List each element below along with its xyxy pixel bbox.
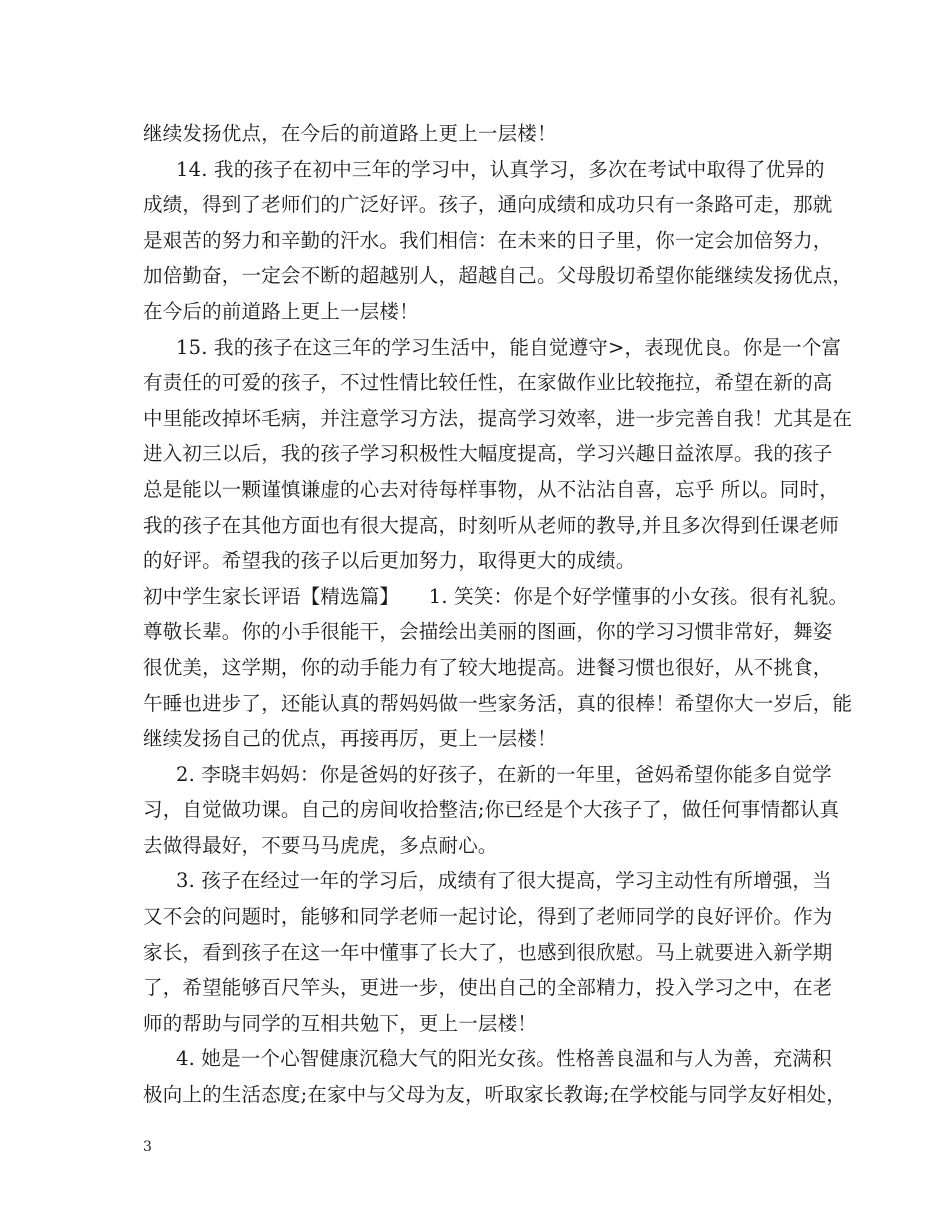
- text-line: 加倍勤奋，一定会不断的超越别人，超越自己。父母殷切希望你能继续发扬优点，: [143, 264, 853, 288]
- paragraph-2-start: 2. 李晓丰妈妈：你是爸妈的好孩子，在新的一年里，爸妈希望你能多自觉学: [176, 762, 832, 786]
- paragraph-4-start: 4. 她是一个心智健康沉稳大气的阳光女孩。性格善良温和与人为善，充满积: [176, 1047, 832, 1071]
- body-text: [143, 116, 853, 1113]
- text-line: 极向上的生活态度;在家中与父母为友，听取家长教诲;在学校能与同学友好相处，: [143, 1083, 847, 1107]
- section-heading-line: 初中学生家长评语【精选篇】 1. 笑笑：你是个好学懂事的小女孩。很有礼貌。: [143, 584, 849, 608]
- text-line: 师的帮助与同学的互相共勉下，更上一层楼！: [143, 1011, 538, 1035]
- text-line: 是艰苦的努力和辛勤的汗水。我们相信：在未来的日子里，你一定会加倍努力，: [143, 228, 833, 252]
- text-line: 习，自觉做功课。自己的房间收拾整洁;你已经是个大孩子了，做任何事情都认真: [143, 798, 840, 822]
- text-line: 继续发扬优点，在今后的前道路上更上一层楼！: [143, 122, 557, 145]
- paragraph-15-start: 15. 我的孩子在这三年的学习生活中，能自觉遵守>，表现优良。你是一个富: [176, 335, 842, 359]
- text-line: 很优美，这学期，你的动手能力有了较大地提高。进餐习惯也很好，从不挑食，: [143, 655, 833, 679]
- text-line: 在今后的前道路上更上一层楼！: [143, 299, 419, 323]
- text-line: 尊敬长辈。你的小手很能干，会描绘出美丽的图画，你的学习习惯非常好，舞姿: [143, 620, 833, 644]
- text-line: 成绩，得到了老师们的广泛好评。孩子，通向成绩和成功只有一条路可走，那就: [143, 193, 833, 217]
- text-line: 继续发扬自己的优点，再接再厉，更上一层楼！: [143, 727, 557, 751]
- text-line: 家长，看到孩子在这一年中懂事了长大了，也感到很欣慰。马上就要进入新学期: [143, 940, 833, 964]
- text-line: 有责任的可爱的孩子，不过性情比较任性，在家做作业比较拖拉，希望在新的高: [143, 371, 833, 395]
- paragraph-3-start: 3. 孩子在经过一年的学习后，成绩有了很大提高，学习主动性有所增强，当: [176, 869, 832, 893]
- text-line: 午睡也进步了，还能认真的帮妈妈做一些家务活，真的很棒！希望你大一岁后，能: [143, 691, 853, 715]
- text-line: 了，希望能够百尺竿头，更进一步，使出自己的全部精力，投入学习之中，在老: [143, 976, 833, 1000]
- page-number: 3: [143, 1139, 152, 1155]
- text-line: 中里能改掉坏毛病，并注意学习方法，提高学习效率，进一步完善自我！尤其是在: [143, 406, 853, 430]
- paragraph-14-start: 14. 我的孩子在初中三年的学习中，认真学习，多次在考试中取得了优异的: [176, 157, 825, 181]
- text-line: 我的孩子在其他方面也有很大提高，时刻听从老师的教导,并且多次得到任课老师: [143, 513, 839, 537]
- text-line: 去做得最好，不要马马虎虎，多点耐心。: [143, 833, 498, 857]
- text-line: 又不会的问题时，能够和同学老师一起讨论，得到了老师同学的良好评价。作为: [143, 905, 833, 929]
- text-line: 总是能以一颗谨慎谦虚的心去对待每样事物，从不沾沾自喜，忘乎 所以。同时，: [143, 477, 839, 501]
- text-line: 的好评。希望我的孩子以后更加努力，取得更大的成绩。: [143, 549, 636, 573]
- text-line: 进入初三以后，我的孩子学习积极性大幅度提高，学习兴趣日益浓厚。我的孩子: [143, 442, 833, 466]
